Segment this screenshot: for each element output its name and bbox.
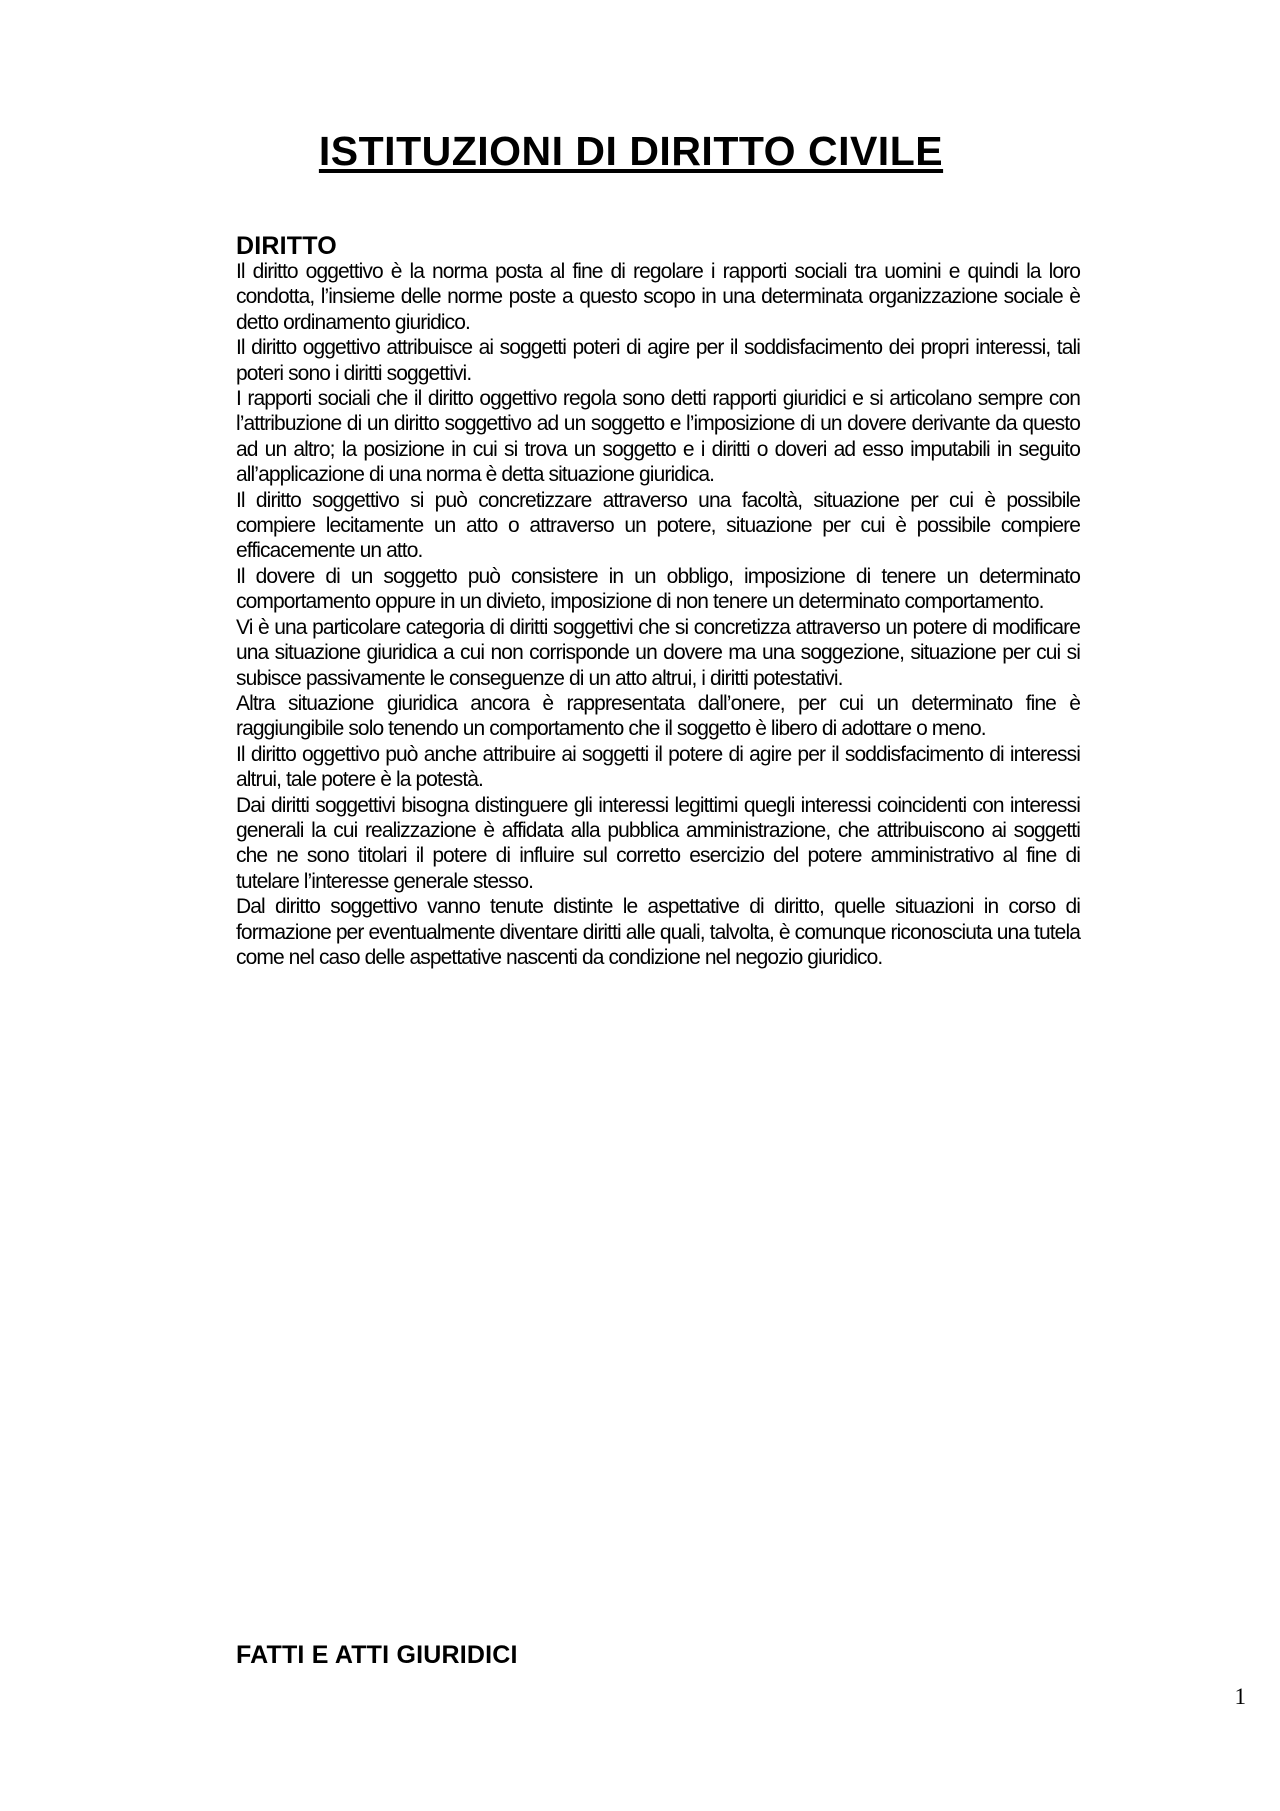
paragraph: Il dovere di un soggetto può consistere in un obbligo, imposizione di tenere un determinato comportamento oppure in un divieto, imposizione di non tenere un determinato comportamento. (236, 564, 1080, 614)
paragraph: Vi è una particolare categoria di diritti soggettivi che si concretizza attraverso un potere di modificare una situazione giuridica a cui non corrisponde un dovere ma una soggezione, situazione per cui si subisce passivamente le conseguenze di un atto altrui, i diritti potestativi. (236, 615, 1080, 690)
paragraph: Il diritto oggettivo è la norma posta al fine di regolare i rapporti sociali tra uomini e quindi la loro condotta, l’insieme delle norme poste a questo scopo in una determinata organizzazione sociale è detto ordinamento giuridico. (236, 260, 1080, 334)
body-text-block (236, 259, 1080, 970)
section-heading-fatti-e-atti-giuridici: FATTI E ATTI GIURIDICI (236, 1640, 518, 1669)
paragraph: I rapporti sociali che il diritto oggettivo regola sono detti rapporti giuridici e si articolano sempre con l’attribuzione di un diritto soggettivo ad un soggetto e l’imposizione di un dovere derivante da questo ad un altro; la posizione in cui si trova un soggetto e i diritti o doveri ad esso imputabili in seguito all’applicazione di una norma è detta situazione giuridica. (236, 387, 1080, 487)
page-number: 1 (1234, 1684, 1246, 1709)
paragraph: Il diritto oggettivo può anche attribuire ai soggetti il potere di agire per il soddisfacimento di interessi altrui, tale potere è la potestà. (236, 742, 1080, 792)
paragraph: Il diritto soggettivo si può concretizzare attraverso una facoltà, situazione per cui è possibile compiere lecitamente un atto o attraverso un potere, situazione per cui è possibile compiere efficacemente un atto. (236, 488, 1080, 563)
paragraph: Dai diritti soggettivi bisogna distinguere gli interessi legittimi quegli interessi coincidenti con interessi generali la cui realizzazione è affidata alla pubblica amministrazione, che attribuiscono ai soggetti che ne sono titolari il potere di influire sul corretto esercizio del potere amministrativo al fine di tutelare l’interesse generale stesso. (236, 793, 1080, 893)
paragraph: Il diritto oggettivo attribuisce ai soggetti poteri di agire per il soddisfacimento dei propri interessi, tali poteri sono i diritti soggettivi. (236, 336, 1080, 385)
document-title: ISTITUZIONI DI DIRITTO CIVILE (318, 128, 944, 175)
paragraph: Altra situazione giuridica ancora è rappresentata dall’onere, per cui un determinato fine è raggiungibile solo tenendo un comportamento che il soggetto è libero di adottare o meno. (236, 691, 1080, 741)
paragraph: Dal diritto soggettivo vanno tenute distinte le aspettative di diritto, quelle situazioni in corso di formazione per eventualmente diventare diritti alle quali, talvolta, è comunque riconosciuta una tutela come nel caso delle aspettative nascenti da condizione nel negozio giuridico. (236, 895, 1080, 969)
section-heading-diritto: DIRITTO (236, 231, 337, 260)
